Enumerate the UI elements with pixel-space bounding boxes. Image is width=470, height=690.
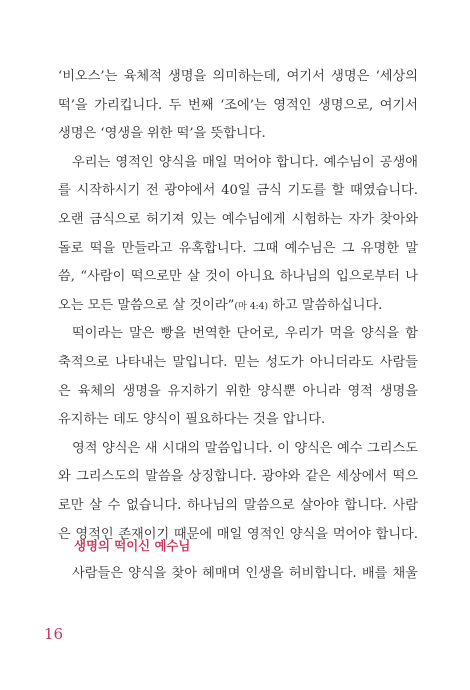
- text-line: 돌로 떡을 만들라고 유혹합니다. 그때 예수님은 그 유명한 말: [58, 240, 418, 256]
- text-line: 떡이라는 말은 빵을 번역한 단어로, 우리가 먹을 양식을 함: [72, 326, 418, 342]
- text-line: 와 그리스도의 말씀을 상징합니다. 광야와 같은 세상에서 떡으: [58, 469, 418, 485]
- text-line: 유지하는 데도 양식이 필요하다는 것을 압니다.: [58, 412, 326, 428]
- text-line: 우리는 영적인 양식을 매일 먹어야 합니다. 예수님이 공생애: [72, 154, 418, 170]
- text-line: 씀, “사람이 떡으로만 살 것이 아니요 하나님의 입으로부터 나: [58, 269, 418, 285]
- text-line: 오랜 금식으로 허기져 있는 예수님에게 시험하는 자가 찾아와: [58, 211, 418, 227]
- quote-text: 오는 모든 말씀으로 살 것이라”: [58, 297, 235, 313]
- text-line: 를 시작하시기 전 광야에서 40일 금식 기도를 할 때였습니다.: [58, 183, 418, 199]
- scripture-reference: (마 4:4): [234, 300, 268, 312]
- text-line: 은 육체의 생명을 유지하기 위한 양식뿐 아니라 영적 생명을: [58, 383, 418, 399]
- text-line: ‘비오스’는 육체적 생명을 의미하는데, 여기서 생명은 ‘세상의: [58, 69, 418, 84]
- quote-tail: 하고 말씀하십니다.: [267, 297, 383, 313]
- body-text: [58, 63, 418, 549]
- text-line: [58, 292, 418, 321]
- text-line: 떡’을 가리킵니다. 두 번째 ‘조에’는 영적인 생명으로, 여기서: [58, 97, 418, 113]
- text-line: 사람들은 양식을 찾아 헤매며 인생을 허비합니다. 배를 채울: [72, 566, 418, 581]
- section-heading: 생명의 떡이신 예수님: [74, 538, 191, 553]
- text-line: 은 영적인 존재이기 때문에 매일 영적인 양식을 먹어야 합니다.: [58, 526, 418, 542]
- text-line: 영적 양식은 새 시대의 말씀입니다. 이 양식은 예수 그리스도: [72, 440, 418, 456]
- page-number: 16: [44, 625, 64, 643]
- section-body: [58, 560, 418, 589]
- text-line: 로만 살 수 없습니다. 하나님의 말씀으로 살아야 합니다. 사람: [58, 497, 418, 513]
- text-line: 축적으로 나타내는 말입니다. 믿는 성도가 아니더라도 사람들: [58, 354, 418, 370]
- text-line: 생명은 ‘영생을 위한 떡’을 뜻합니다.: [58, 126, 266, 142]
